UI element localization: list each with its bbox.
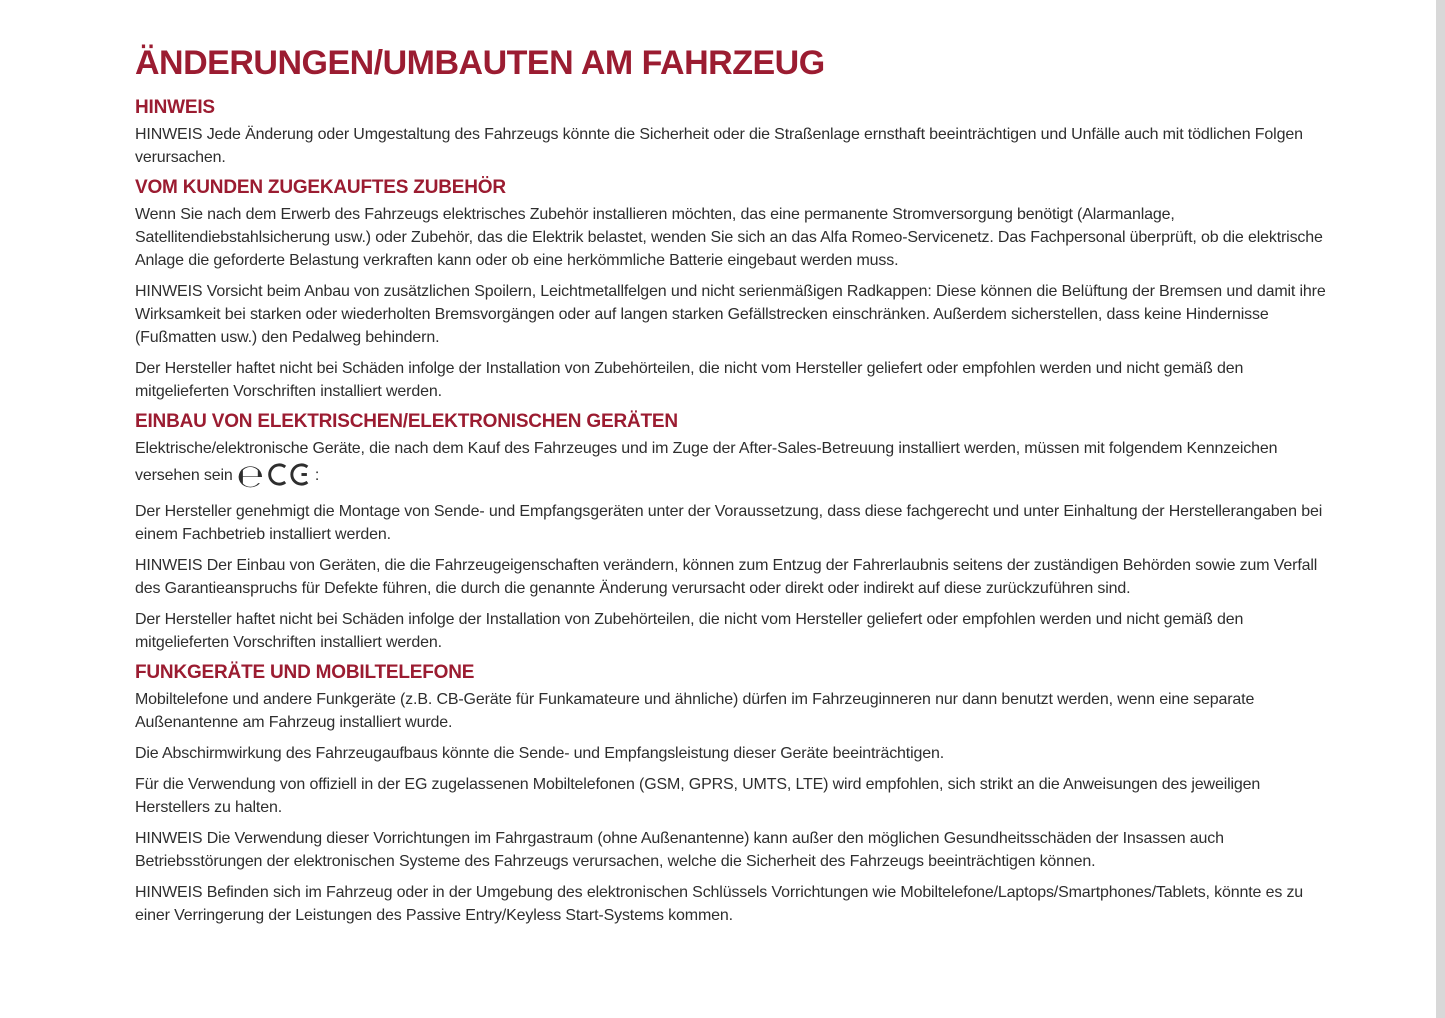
paragraph: Wenn Sie nach dem Erwerb des Fahrzeugs elektrisches Zubehör installieren möchten, das eine permanente Stromversorgung benötigt (Alarmanlage, Satellitendiebstahlsicherung usw.) oder Zubehör, das die Elektrik belastet, wenden Sie sich an das Alfa Romeo-Servicenetz. Das Fachpersonal überprüft, ob die elektrische Anlage die geforderte Belastung verkraften kann oder ob eine herkömmliche Batterie eingebaut werden muss. [135,206,1323,269]
page-title: ÄNDERUNGEN/UMBAUTEN AM FAHRZEUG [135,44,825,82]
paragraph-with-approval-marks [135,437,1335,495]
ce-mark-icon [268,461,314,488]
paragraph: HINWEIS Befinden sich im Fahrzeug oder in der Umgebung des elektronischen Schlüssels Vorrichtungen wie Mobiltelefone/Laptops/Smartphones/Tablets, könnte es zu einer Verringerung der Leistungen des Passive Entry/Keyless Start-Systems kommen. [135,884,1304,924]
section-heading-einbau-geraete: EINBAU VON ELEKTRISCHEN/ELEKTRONISCHEN GERÄTEN [135,411,678,432]
paragraph: HINWEIS Jede Änderung oder Umgestaltung des Fahrzeugs könnte die Sicherheit oder die Straßenlage ernsthaft beeinträchtigen und Unfälle auch mit tödlichen Folgen verursachen. [135,126,1303,166]
paragraph: Der Hersteller haftet nicht bei Schäden infolge der Installation von Zubehörteilen, die nicht vom Hersteller geliefert oder empfohlen werden und nicht gemäß den mitgelieferten Vorschriften installiert werden. [135,611,1244,651]
section-heading-zugekauftes-zubehoer: VOM KUNDEN ZUGEKAUFTES ZUBEHÖR [135,177,506,198]
paragraph-text: : [314,467,320,484]
section-heading-hinweis: HINWEIS [135,97,215,118]
page-edge-strip [1436,0,1445,1018]
paragraph: Mobiltelefone und andere Funkgeräte (z.B. CB-Geräte für Funkamateure und ähnliche) dürfen im Fahrzeuginneren nur dann benutzt werden, wenn eine separate Außenantenne am Fahrzeug installiert wurde. [135,691,1255,731]
section-heading-funkgeraete: FUNKGERÄTE UND MOBILTELEFONE [135,662,475,683]
paragraph: HINWEIS Die Verwendung dieser Vorrichtungen im Fahrgastraum (ohne Außenantenne) kann außer den möglichen Gesundheitsschäden der Insassen auch Betriebsstörungen der elektronischen Systeme des Fahrzeugs verursachen, welche die Sicherheit des Fahrzeugs beeinträchtigen können. [135,830,1224,870]
paragraph: HINWEIS Vorsicht beim Anbau von zusätzlichen Spoilern, Leichtmetallfelgen und nicht serienmäßigen Radkappen: Diese können die Belüftung der Bremsen und damit ihre Wirksamkeit bei starken oder wiederholten Bremsvorgängen oder auf langen starken Gefällstrecken einschränken. Außerdem sicherstellen, dass keine Hindernisse (Fußmatten usw.) den Pedalweg behindern. [135,283,1326,346]
paragraph: Für die Verwendung von offiziell in der EG zugelassenen Mobiltelefonen (GSM, GPRS, UMTS, LTE) wird empfohlen, sich strikt an die Anweisungen des jeweiligen Herstellers zu halten. [135,776,1261,816]
paragraph: Die Abschirmwirkung des Fahrzeugaufbaus könnte die Sende- und Empfangsleistung dieser Geräte beeinträchtigen. [135,745,945,762]
manual-page [135,44,1335,935]
paragraph-text: Elektrische/elektronische Geräte, die nach dem Kauf des Fahrzeuges und im Zuge der After-Sales-Betreuung installiert werden, müssen mit folgendem Kennzeichen versehen sein [135,440,1278,484]
paragraph: Der Hersteller haftet nicht bei Schäden infolge der Installation von Zubehörteilen, die nicht vom Hersteller geliefert oder empfohlen werden und nicht gemäß den mitgelieferten Vorschriften installiert werden. [135,360,1244,400]
e-approval-mark-icon: ℮ [236,457,264,495]
paragraph: HINWEIS Der Einbau von Geräten, die die Fahrzeugeigenschaften verändern, können zum Entzug der Fahrerlaubnis seitens der zuständigen Behörden sowie zum Verfall des Garantieanspruchs für Defekte führen, die durch die genannte Änderung verursacht oder direkt oder indirekt auf diese zurückzuführen sind. [135,557,1318,597]
paragraph: Der Hersteller genehmigt die Montage von Sende- und Empfangsgeräten unter der Voraussetzung, dass diese fachgerecht und unter Einhaltung der Herstellerangaben bei einem Fachbetrieb installiert werden. [135,503,1323,543]
